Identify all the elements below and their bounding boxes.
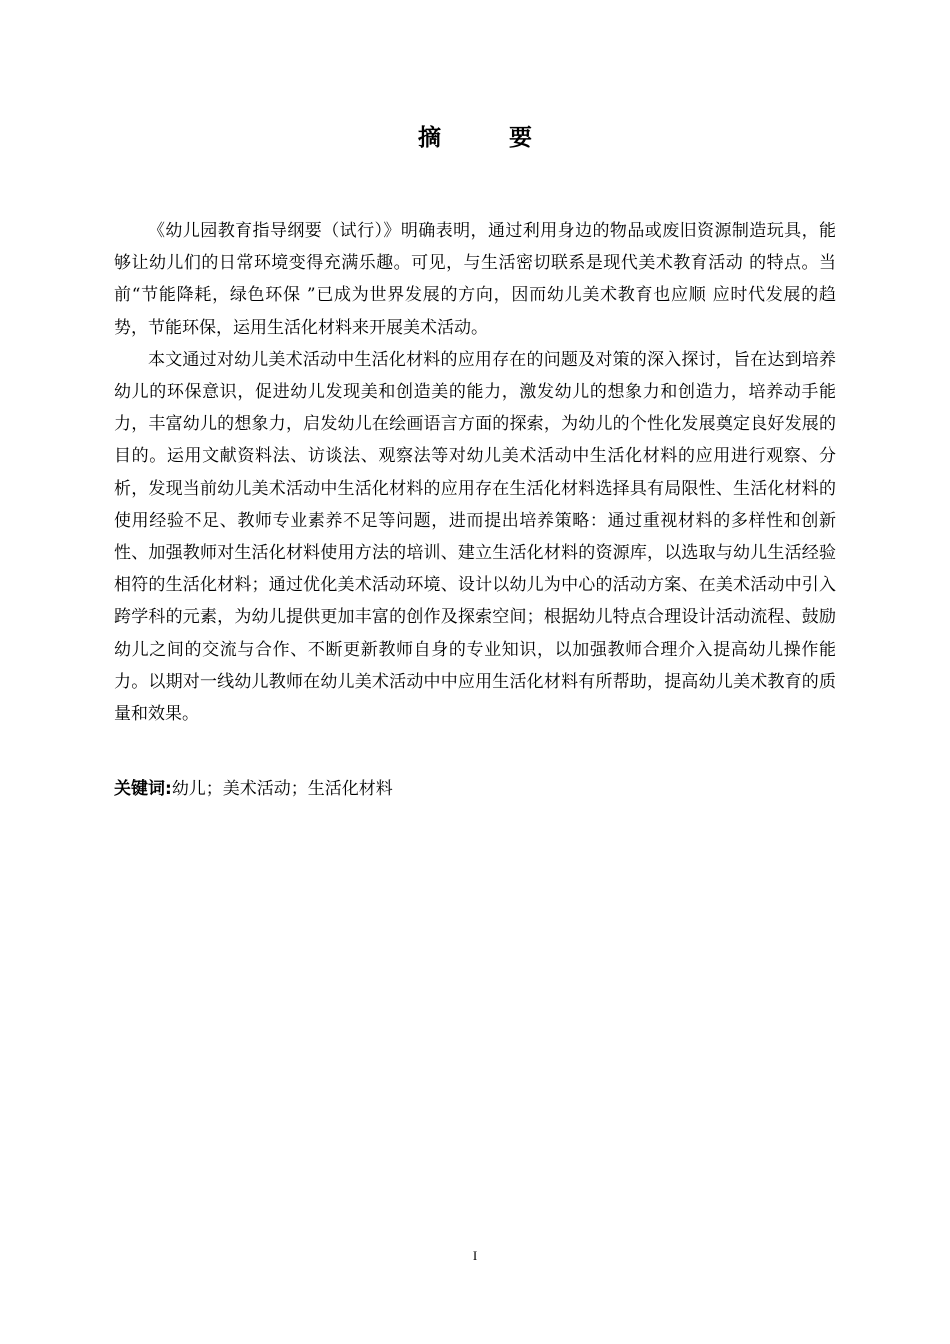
abstract-paragraph-1: 《幼儿园教育指导纲要（试行）》明确表明，通过利用身边的物品或废旧资源制造玩具，能够让幼儿们的日常环境变得充满乐趣。可见，与生活密切联系是现代美术教育活动 的特点。当前“节能降耗，绿色环保 ”已成为世界发展的方向，因而幼儿美术教育也应顺 应时代发展的趋势，节能环保，运用生活化材料来开展美术活动。: [114, 221, 836, 338]
abstract-body: [114, 215, 836, 730]
keywords-value: 幼儿；美术活动；生活化材料: [171, 779, 393, 799]
page-title: 摘 要: [417, 125, 562, 151]
keywords-line: [114, 774, 836, 804]
page-number: I: [472, 1248, 478, 1263]
keywords-label: 关键词:: [114, 779, 172, 799]
abstract-paragraph-2: 本文通过对幼儿美术活动中生活化材料的应用存在的问题及对策的深入探讨，旨在达到培养幼儿的环保意识，促进幼儿发现美和创造美的能力，激发幼儿的想象力和创造力，培养动手能力，丰富幼儿的想象力，启发幼儿在绘画语言方面的探索，为幼儿的个性化发展奠定良好发展的目的。运用文献资料法、访谈法、观察法等对幼儿美术活动中生活化材料的应用进行观察、分析，发现当前幼儿美术活动中生活化材料的应用存在生活化材料选择具有局限性、生活化材料的使用经验不足、教师专业素养不足等问题，进而提出培养策略：通过重视材料的多样性和创新性、加强教师对生活化材料使用方法的培训、建立生活化材料的资源库，以选取与幼儿生活经验相符的生活化材料；通过优化美术活动环境、设计以幼儿为中心的活动方案、在美术活动中引入跨学科的元素，为幼儿提供更加丰富的创作及探索空间；根据幼儿特点合理设计活动流程、鼓励幼儿之间的交流与合作、不断更新教师自身的专业知识，以加强教师合理介入提高幼儿操作能力。以期对一线幼儿教师在幼儿美术活动中中应用生活化材料有所帮助，提高幼儿美术教育的质量和效果。: [114, 349, 836, 725]
